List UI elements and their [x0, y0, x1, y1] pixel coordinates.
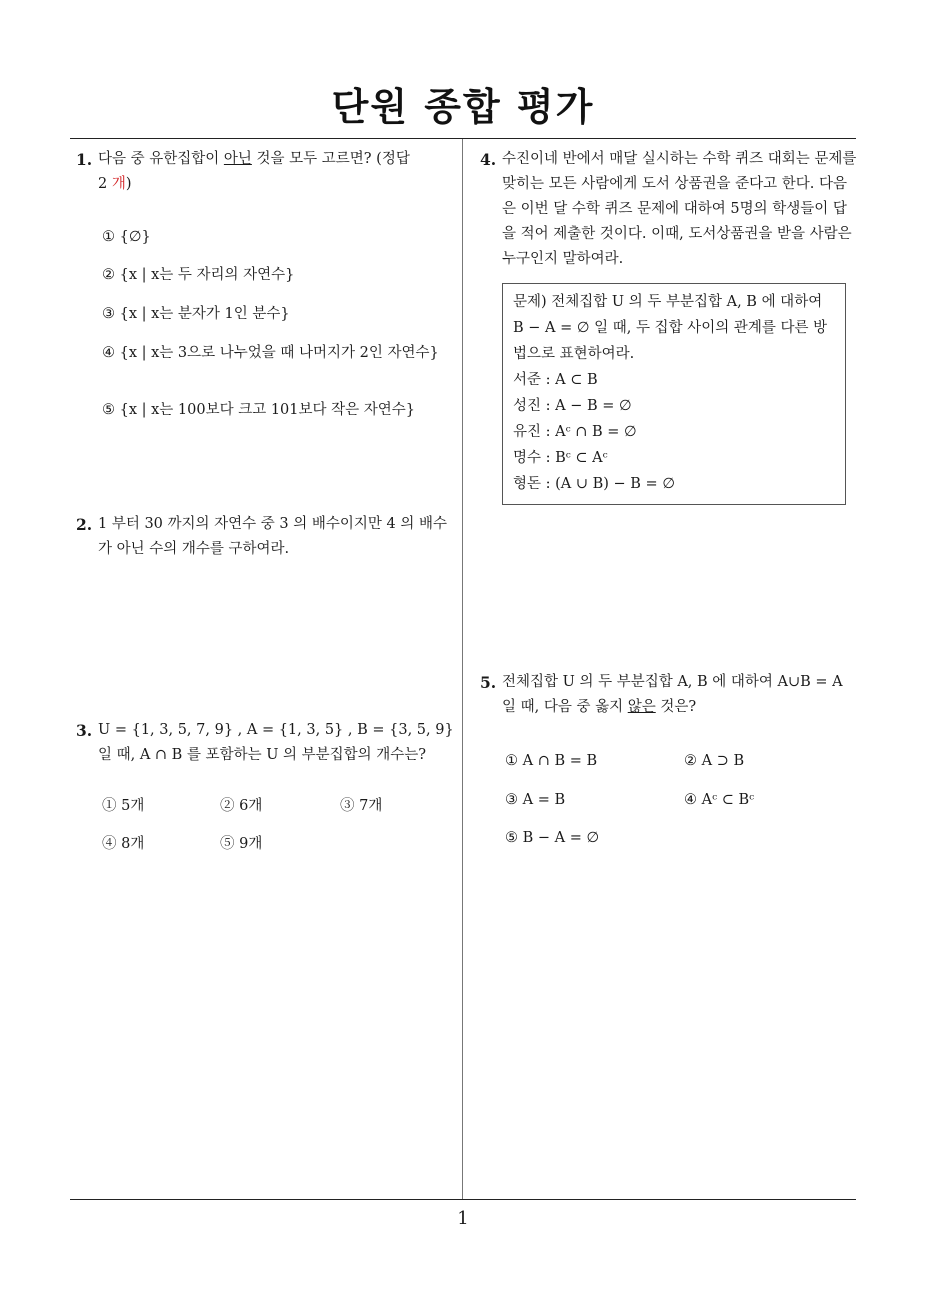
question-2 — [76, 512, 456, 562]
question-stem: 수진이네 반에서 매달 실시하는 수학 퀴즈 대회는 문제를 맞히는 모든 사람에게 도서 상품권을 준다고 한다. 다음은 이번 달 수학 퀴즈 문제에 대하여 5명의 학생들이 답을 적어 제출한 것이다. 이때, 도서상품권을 받을 사람은 누구인지 말하여라. — [502, 151, 857, 267]
question-number: 4. — [480, 150, 497, 169]
q1-option-3[interactable]: ③ {x | x는 분자가 1인 분수} — [102, 306, 290, 322]
q1-option-5[interactable]: ⑤ {x | x는 100보다 크고 101보다 작은 자연수} — [102, 402, 415, 418]
question-5 — [480, 670, 860, 720]
underline-emphasis: 않은 — [627, 699, 656, 715]
q3-option-5[interactable]: ⑤ 9개 — [220, 836, 263, 852]
box-answer-yujin: 유진 : Aᶜ ∩ B = ∅ — [513, 424, 637, 440]
question-number: 3. — [76, 721, 93, 740]
q5-option-1[interactable]: ① A ∩ B = B — [505, 753, 598, 769]
q5-option-3[interactable]: ③ A = B — [505, 792, 566, 808]
top-rule — [70, 138, 856, 139]
q1-option-4[interactable]: ④ {x | x는 3으로 나누었을 때 나머지가 2인 자연수} — [102, 345, 439, 361]
answer-count-highlight: 개 — [111, 176, 126, 192]
box-answer-seongjin: 성진 : A − B = ∅ — [513, 398, 632, 414]
question-number: 1. — [76, 150, 93, 169]
box-answer-myeongsu: 명수 : Bᶜ ⊂ Aᶜ — [513, 450, 608, 466]
underline-emphasis: 아닌 — [223, 151, 252, 167]
q3-option-1[interactable]: ① 5개 — [102, 798, 145, 814]
q3-option-3[interactable]: ③ 7개 — [340, 798, 383, 814]
question-number: 5. — [480, 673, 497, 692]
q5-option-5[interactable]: ⑤ B − A = ∅ — [505, 830, 600, 846]
q5-option-2[interactable]: ② A ⊃ B — [684, 753, 745, 769]
q4-answer-box — [502, 283, 846, 505]
question-stem: 다음 중 유한집합이 아닌 것을 모두 고르면? (정답 2 개) — [98, 151, 410, 192]
question-4 — [480, 147, 860, 272]
question-stem: 1 부터 30 까지의 자연수 중 3 의 배수이지만 4 의 배수가 아닌 수의 개수를 구하여라. — [98, 516, 447, 557]
bottom-rule — [70, 1199, 856, 1200]
q1-option-2[interactable]: ② {x | x는 두 자리의 자연수} — [102, 267, 295, 283]
column-divider — [462, 139, 463, 1200]
box-answer-seojun: 서준 : A ⊂ B — [513, 372, 598, 388]
q3-option-4[interactable]: ④ 8개 — [102, 836, 145, 852]
page-number: 1 — [457, 1208, 469, 1229]
page-title: 단원 종합 평가 — [331, 85, 595, 129]
q5-option-4[interactable]: ④ Aᶜ ⊂ Bᶜ — [684, 792, 755, 808]
q1-option-1[interactable]: ① {∅} — [102, 229, 151, 245]
question-stem: 전체집합 U 의 두 부분집합 A, B 에 대하여 A∪B = A 일 때, 다음 중 옳지 않은 것은? — [502, 674, 843, 715]
q3-option-2[interactable]: ② 6개 — [220, 798, 263, 814]
box-problem: 문제) 전체집합 U 의 두 부분집합 A, B 에 대하여 B − A = ∅ 일 때, 두 집합 사이의 관계를 다른 방법으로 표현하여라. — [513, 294, 828, 362]
question-1 — [76, 147, 456, 197]
question-number: 2. — [76, 515, 93, 534]
question-stem: U = {1, 3, 5, 7, 9} , A = {1, 3, 5} , B = {3, 5, 9} 일 때, A ∩ B 를 포함하는 U 의 부분집합의 개수는? — [98, 722, 454, 763]
question-3 — [76, 718, 456, 768]
box-answer-hyeongdon: 형돈 : (A ∪ B) − B = ∅ — [513, 476, 675, 492]
